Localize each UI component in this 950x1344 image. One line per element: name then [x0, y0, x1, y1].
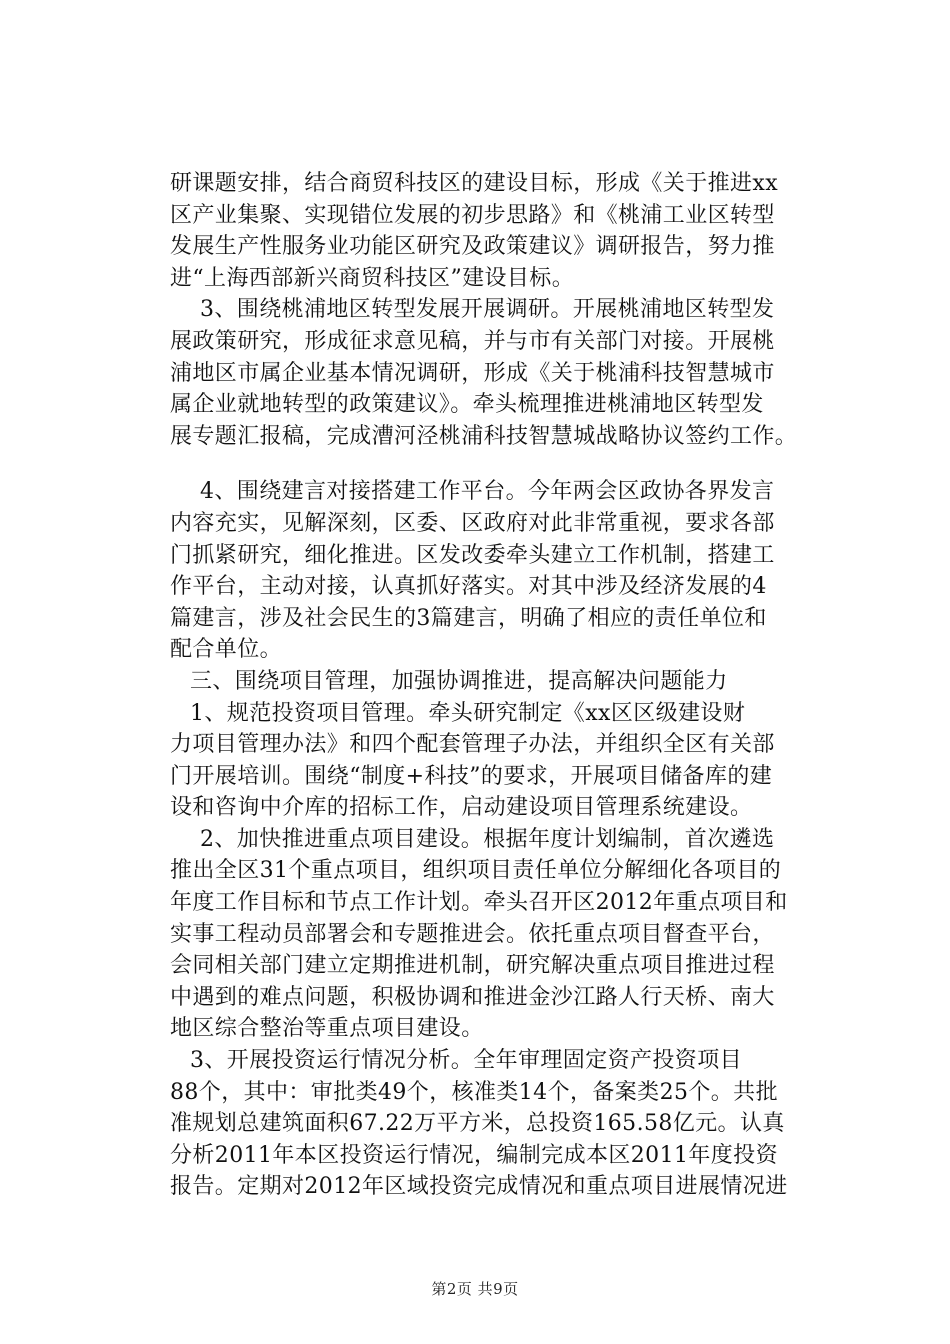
text-line: 设和咨询中介库的招标工作，启动建设项目管理系统建设。 — [170, 795, 753, 821]
text-line: 准规划总建筑面积67.22万平方米，总投资165.58亿元。认真 — [170, 1111, 785, 1137]
text-line: 1、规范投资项目管理。牵头研究制定《xx区区级建设财 — [190, 700, 746, 726]
text-line: 门开展培训。围绕“制度+科技”的要求，开展项目储备库的建 — [170, 763, 773, 789]
text-line: 3、围绕桃浦地区转型发展开展调研。开展桃浦地区转型发 — [200, 297, 775, 323]
text-line: 报告。定期对2012年区域投资完成情况和重点项目进展情况进 — [170, 1174, 788, 1200]
text-line: 区产业集聚、实现错位发展的初步思路》和《桃浦工业区转型 — [170, 202, 775, 228]
text-line: 力项目管理办法》和四个配套管理子办法，并组织全区有关部 — [170, 732, 775, 758]
text-line: 2、加快推进重点项目建设。根据年度计划编制，首次遴选 — [200, 826, 775, 852]
text-line: 实事工程动员部署会和专题推进会。依托重点项目督查平台， — [170, 921, 775, 947]
text-line: 发展生产性服务业功能区研究及政策建议》调研报告，努力推 — [170, 234, 775, 260]
section-heading: 三、围绕项目管理，加强协调推进，提高解决问题能力 — [190, 668, 728, 694]
text-line: 会同相关部门建立定期推进机制，研究解决重点项目推进过程 — [170, 953, 775, 979]
text-line: 内容充实，见解深刻，区委、区政府对此非常重视，要求各部 — [170, 510, 775, 536]
text-line: 3、开展投资运行情况分析。全年审理固定资产投资项目 — [190, 1048, 742, 1074]
text-line: 作平台，主动对接，认真抓好落实。对其中涉及经济发展的4 — [170, 574, 767, 600]
text-line: 进“上海西部新兴商贸科技区”建设目标。 — [170, 265, 575, 291]
text-line: 配合单位。 — [170, 637, 283, 663]
text-line: 年度工作目标和节点工作计划。牵头召开区2012年重点项目和 — [170, 890, 788, 916]
text-line: 展专题汇报稿，完成漕河泾桃浦科技智慧城战略协议签约工作。 — [170, 423, 798, 449]
text-line: 88个，其中：审批类49个，核准类14个，备案类25个。共批 — [170, 1079, 778, 1105]
text-line: 浦地区市属企业基本情况调研，形成《关于桃浦科技智慧城市 — [170, 360, 775, 386]
text-line: 展政策研究，形成征求意见稿，并与市有关部门对接。开展桃 — [170, 328, 775, 354]
text-line: 门抓紧研究，细化推进。区发改委牵头建立工作机制，搭建工 — [170, 542, 775, 568]
paragraph-gap — [170, 452, 842, 476]
text-line: 4、围绕建言对接搭建工作平台。今年两会区政协各界发言 — [200, 479, 775, 505]
document-body — [170, 168, 842, 1203]
page-number-footer: 第2页 共9页 — [431, 1280, 519, 1298]
text-line: 地区综合整治等重点项目建设。 — [170, 1016, 484, 1042]
text-line: 中遇到的难点问题，积极协调和推进金沙江路人行天桥、南大 — [170, 984, 775, 1010]
text-line: 分析2011年本区投资运行情况，编制完成本区2011年度投资 — [170, 1142, 778, 1168]
text-line: 篇建言，涉及社会民生的3篇建言，明确了相应的责任单位和 — [170, 605, 767, 631]
text-line: 推出全区31个重点项目，组织项目责任单位分解细化各项目的 — [170, 858, 782, 884]
text-line: 属企业就地转型的政策建议》。牵头梳理推进桃浦地区转型发 — [170, 392, 764, 418]
text-line: 研课题安排，结合商贸科技区的建设目标，形成《关于推进xx — [170, 171, 779, 196]
